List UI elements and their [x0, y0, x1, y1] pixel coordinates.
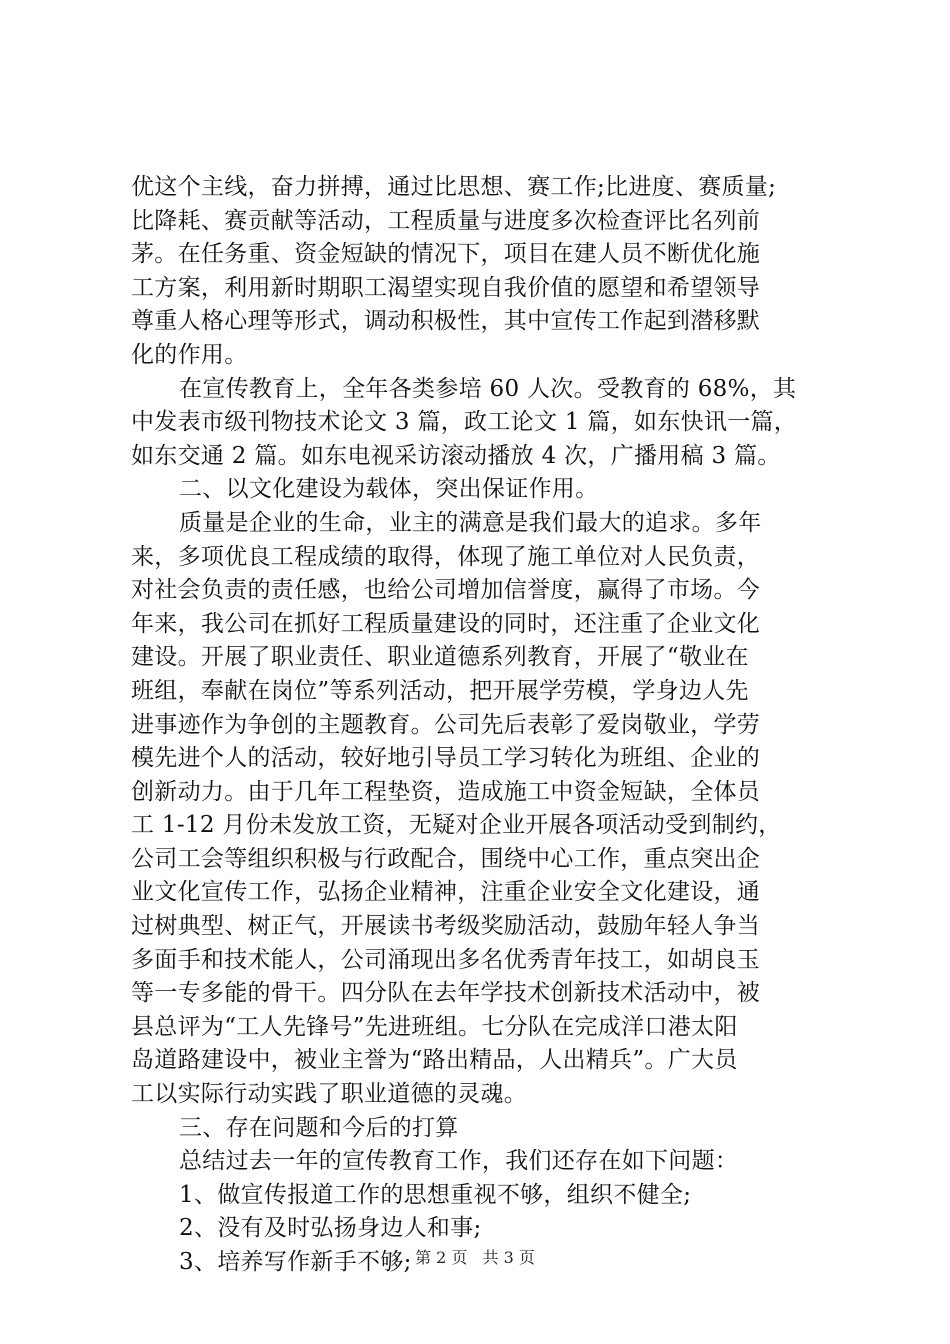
- text-line: 化的作用。: [131, 341, 248, 368]
- text-line: 总结过去一年的宣传教育工作，我们还存在如下问题：: [179, 1148, 739, 1175]
- text-line: 质量是企业的生命，业主的满意是我们最大的追求。多年: [179, 509, 762, 536]
- text-line: 茅。在任务重、资金短缺的情况下，项目在建人员不断优化施: [131, 241, 761, 268]
- text-line: 工方案，利用新时期职工渴望实现自我价值的愿望和希望领导: [131, 274, 761, 301]
- text-line: 创新动力。由于几年工程垫资，造成施工中资金短缺，全体员: [131, 778, 761, 805]
- text-line: 如东交通 2 篇。如东电视采访滚动播放 4 次，广播用稿 3 篇。: [131, 442, 781, 469]
- text-line: 工 1-12 月份未发放工资，无疑对企业开展各项活动受到制约，: [131, 812, 782, 839]
- text-line: 二、以文化建设为载体，突出保证作用。: [179, 476, 599, 503]
- text-line: 对社会负责的责任感，也给公司增加信誉度，赢得了市场。今: [131, 577, 761, 604]
- text-line: 尊重人格心理等形式，调动积极性，其中宣传工作起到潜移默: [131, 308, 761, 335]
- text-line: 来，多项优良工程成绩的取得，体现了施工单位对人民负责，: [131, 543, 761, 570]
- text-line: 岛道路建设中，被业主誉为“路出精品，人出精兵”。广大员: [131, 1047, 738, 1074]
- text-line: 模先进个人的活动，较好地引导员工学习转化为班组、企业的: [131, 745, 761, 772]
- text-line: 年来，我公司在抓好工程质量建设的同时，还注重了企业文化: [131, 610, 761, 637]
- text-line: 中发表市级刊物技术论文 3 篇，政工论文 1 篇，如东快讯一篇，: [131, 409, 798, 436]
- page-number: 第 2 页: [415, 1248, 468, 1267]
- text-line: 3、培养写作新手不够;: [179, 1249, 412, 1275]
- text-line: 业文化宣传工作，弘扬企业精神，注重企业安全文化建设，通: [131, 879, 761, 906]
- text-line: 多面手和技术能人，公司涌现出多名优秀青年技工，如胡良玉: [131, 946, 761, 973]
- text-line: 优这个主线，奋力拼搏，通过比思想、赛工作;比进度、赛质量;: [131, 174, 777, 200]
- text-line: 班组，奉献在岗位”等系列活动，把开展学劳模，学身边人先: [131, 677, 749, 704]
- text-line: 县总评为“工人先锋号”先进班组。七分队在完成洋口港太阳: [131, 1013, 738, 1040]
- text-line: 1、做宣传报道工作的思想重视不够，组织不健全;: [179, 1181, 692, 1208]
- page-total: 共 3 页: [482, 1248, 535, 1267]
- text-line: 在宣传教育上，全年各类参培 60 人次。受教育的 68%，其: [179, 375, 797, 402]
- text-line: 公司工会等组织积极与行政配合，围绕中心工作，重点突出企: [131, 845, 761, 872]
- page-footer: [0, 1245, 950, 1268]
- text-line: 三、存在问题和今后的打算: [179, 1114, 459, 1141]
- text-line: 等一专多能的骨干。四分队在去年学技术创新技术活动中，被: [131, 980, 761, 1007]
- text-line: 比降耗、赛贡献等活动，工程质量与进度多次检查评比名列前: [131, 207, 761, 234]
- text-line: 2、没有及时弘扬身边人和事;: [179, 1215, 482, 1242]
- text-line: 工以实际行动实践了职业道德的灵魂。: [131, 1081, 528, 1108]
- text-line: 过树典型、树正气，开展读书考级奖励活动，鼓励年轻人争当: [131, 913, 761, 940]
- text-line: 进事迹作为争创的主题教育。公司先后表彰了爱岗敬业，学劳: [131, 711, 761, 738]
- text-line: 建设。开展了职业责任、职业道德系列教育，开展了“敬业在: [131, 644, 749, 671]
- document-body: [131, 171, 831, 1280]
